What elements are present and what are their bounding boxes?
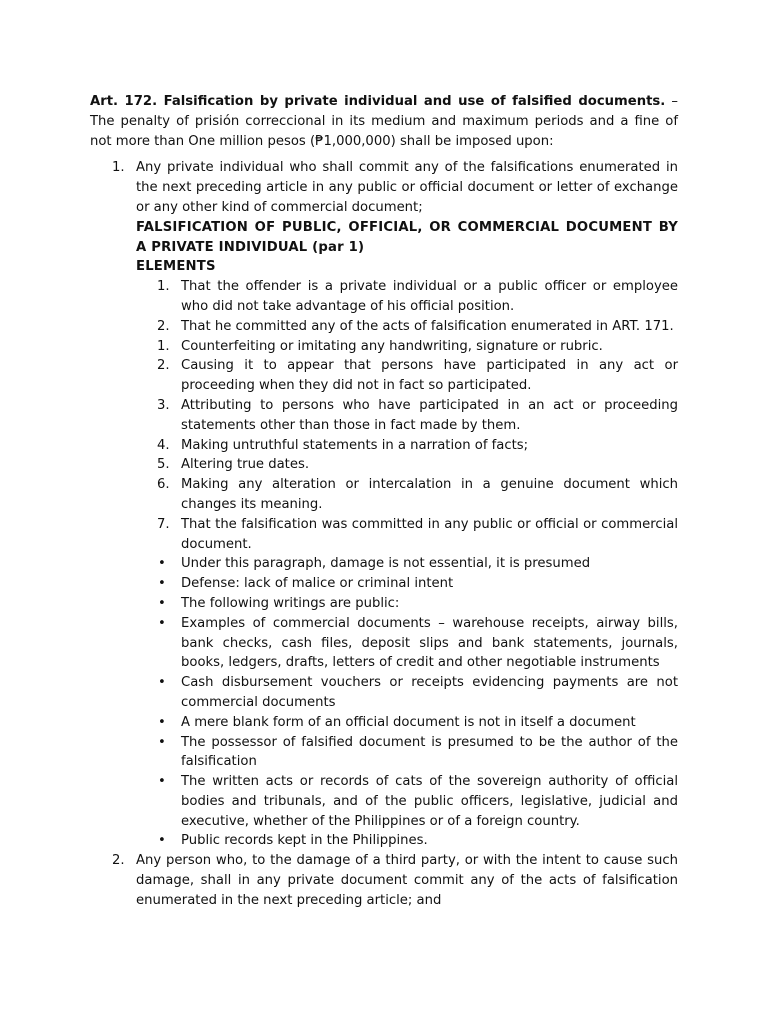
act-number: 7.	[157, 516, 170, 532]
main-numbered-list	[90, 158, 678, 910]
bullet-item	[90, 733, 678, 773]
act-text: Attributing to persons who have participated in an act or proceeding statements other than those in fact made by them.	[181, 397, 678, 433]
bullet-text: Defense: lack of malice or criminal intent	[181, 576, 454, 592]
bullet-text: A mere blank form of an official document is not in itself a document	[181, 714, 636, 730]
act-item	[90, 475, 678, 515]
act-text: Counterfeiting or imitating any handwriting, signature or rubric.	[181, 338, 603, 354]
list-item-text: Any person who, to the damage of a third party, or with the intent to cause such damage, shall in any private document commit any of the acts of falsification enumerated in the next preceding article; and	[136, 853, 678, 908]
act-item	[90, 396, 678, 436]
bullet-text: The written acts or records of cats of the sovereign authority of official bodies and tribunals, and of the public officers, legislative, judicial and executive, whether of the Philippines or of a foreign country.	[181, 774, 678, 829]
acts-list	[90, 337, 678, 555]
act-number: 6.	[157, 477, 170, 493]
section-heading: FALSIFICATION OF PUBLIC, OFFICIAL, OR COMMERCIAL DOCUMENT BY A PRIVATE INDIVIDUAL (par 1)	[136, 219, 678, 255]
bullet-list	[90, 554, 678, 851]
bullet-text: Cash disbursement vouchers or receipts evidencing payments are not commercial documents	[181, 675, 678, 710]
act-number: 3.	[157, 397, 170, 413]
bullet-glyph: •	[158, 714, 166, 730]
bullet-glyph: •	[158, 734, 166, 750]
element-number: 1.	[157, 279, 170, 295]
bullet-text: Under this paragraph, damage is not essential, it is presumed	[181, 556, 591, 572]
act-text: Making untruthful statements in a narration of facts;	[181, 437, 529, 453]
act-text: Causing it to appear that persons have participated in any act or proceeding when they did not in fact so participated.	[181, 358, 678, 394]
elements-label: ELEMENTS	[136, 259, 216, 275]
element-item	[90, 317, 678, 337]
bullet-text: The possessor of falsified document is presumed to be the author of the falsification	[181, 734, 678, 770]
bullet-text: Public records kept in the Philippines.	[181, 833, 428, 849]
list-number: 2.	[112, 853, 125, 869]
bullet-glyph: •	[158, 556, 166, 572]
act-item	[90, 337, 678, 357]
elements-list	[90, 277, 678, 336]
bullet-item	[90, 594, 678, 614]
bullet-glyph: •	[158, 774, 166, 790]
bullet-glyph: •	[158, 833, 166, 849]
bullet-item	[90, 673, 678, 713]
bullet-item	[90, 713, 678, 733]
act-item	[90, 515, 678, 555]
bullet-glyph: •	[158, 675, 166, 691]
act-text: Making any alteration or intercalation in a genuine document which changes its meaning.	[181, 477, 678, 512]
bullet-item	[90, 772, 678, 831]
article-intro-text: – The penalty of prisión correccional in its medium and maximum periods and a fine of not more than One million pesos (₱1,000,000) shall be imposed upon:	[90, 94, 678, 149]
bullet-item	[90, 614, 678, 673]
element-text: That the offender is a private individual or a public officer or employee who did not take advantage of his official position.	[181, 279, 678, 314]
section-block	[90, 218, 678, 277]
element-text: That he committed any of the acts of falsification enumerated in ART. 171.	[181, 318, 674, 334]
bullet-text: The following writings are public:	[181, 595, 400, 611]
article-intro-paragraph	[90, 92, 678, 151]
act-item	[90, 436, 678, 456]
element-number: 2.	[157, 318, 170, 334]
act-number: 4.	[157, 437, 170, 453]
bullet-glyph: •	[158, 595, 166, 611]
bullet-item	[90, 554, 678, 574]
act-number: 5.	[157, 457, 170, 473]
bullet-text: Examples of commercial documents – warehouse receipts, airway bills, bank checks, cash files, deposit slips and bank statements, journals, books, ledgers, drafts, letters of credit and other negotiable instruments	[181, 615, 678, 671]
list-item-1	[90, 158, 678, 217]
act-text: That the falsification was committed in any public or official or commercial document.	[181, 516, 678, 552]
bullet-glyph: •	[158, 576, 166, 592]
act-item	[90, 356, 678, 396]
bullet-item	[90, 831, 678, 851]
act-number: 2.	[157, 358, 170, 374]
article-title: Art. 172. Falsification by private individual and use of falsified documents.	[90, 94, 666, 109]
bullet-item	[90, 574, 678, 594]
act-text: Altering true dates.	[181, 457, 310, 473]
list-item-text: Any private individual who shall commit any of the falsifications enumerated in the next preceding article in any public or official document or letter of exchange or any other kind of commercial document;	[136, 160, 678, 215]
list-item-2	[90, 851, 678, 910]
element-item	[90, 277, 678, 317]
act-number: 1.	[157, 338, 170, 354]
list-number: 1.	[112, 160, 125, 176]
act-item	[90, 455, 678, 475]
bullet-glyph: •	[158, 615, 166, 631]
